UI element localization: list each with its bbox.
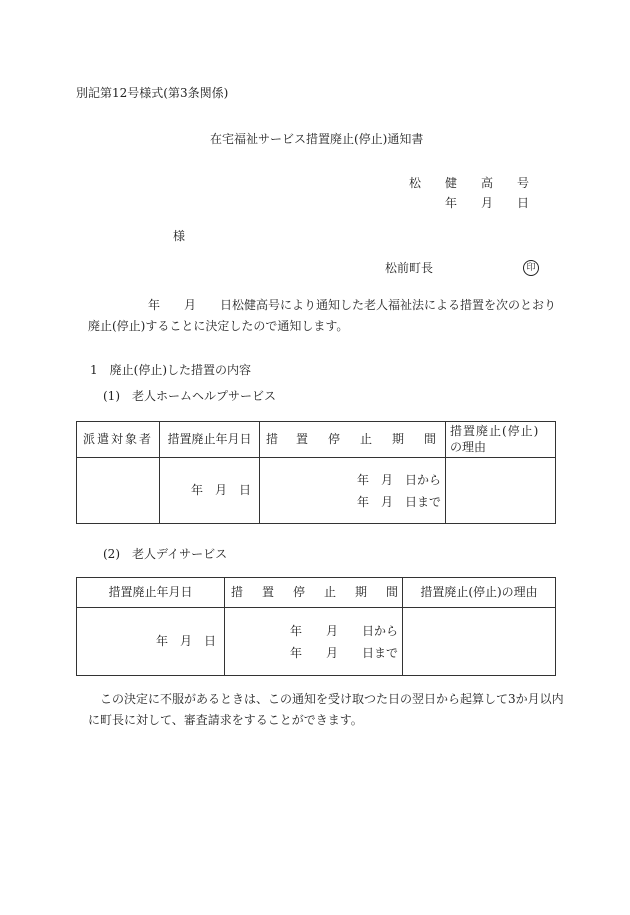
period-char: 止 <box>324 584 337 599</box>
header-reason-line1: 措置廃止(停止) <box>450 423 540 438</box>
period-to: 年 月 日まで <box>289 645 398 660</box>
cell-period <box>225 608 403 676</box>
addressee-suffix: 様 <box>173 229 186 243</box>
period-char: 止 <box>360 431 373 446</box>
period-char: 停 <box>328 431 341 446</box>
header-reason: 措置廃止(停止)の理由 <box>403 578 556 608</box>
home-help-table <box>76 421 556 524</box>
period-char: 措 <box>266 431 279 446</box>
period-char: 間 <box>386 584 399 599</box>
footer-line-2: に町長に対して、審査請求をすることができます。 <box>88 713 363 727</box>
cell-reason <box>403 608 556 676</box>
period-from: 年 月 日から <box>356 472 441 487</box>
sender-name: 松前町長 <box>385 261 434 275</box>
date-part: 日 <box>517 196 530 210</box>
period-char: 措 <box>231 584 244 599</box>
cell-date: 年 月 日 <box>160 458 260 524</box>
header-reason <box>446 422 556 458</box>
intro-line-1: 年 月 日松健高号により通知した老人福祉法による措置を次のとおり <box>148 298 557 312</box>
date-part: 年 <box>445 196 458 210</box>
period-char: 期 <box>355 584 368 599</box>
subsection-1-heading: (1) 老人ホームヘルプサービス <box>103 389 276 403</box>
subsection-2-heading: (2) 老人デイサービス <box>103 547 228 561</box>
ref-part: 松 <box>409 176 422 190</box>
issue-date <box>445 197 529 209</box>
header-period <box>225 578 403 608</box>
table-row <box>77 608 556 676</box>
header-date: 措置廃止年月日 <box>160 422 260 458</box>
period-char: 停 <box>293 584 306 599</box>
ref-part: 号 <box>517 176 530 190</box>
header-reason-line2: の理由 <box>450 439 487 454</box>
reference-number <box>409 177 529 189</box>
document-title: 在宅福祉サービス措置廃止(停止)通知書 <box>210 132 424 146</box>
table-row <box>77 458 556 524</box>
day-service-table <box>76 577 556 676</box>
period-char: 置 <box>262 584 275 599</box>
ref-part: 高 <box>481 176 494 190</box>
cell-date: 年 月 日 <box>77 608 225 676</box>
section-1-heading: 1 廃止(停止)した措置の内容 <box>90 363 251 377</box>
seal-stamp: 印 <box>523 260 539 276</box>
table-header-row <box>77 578 556 608</box>
period-char: 間 <box>424 431 437 446</box>
header-period <box>260 422 446 458</box>
cell-person <box>77 458 160 524</box>
period-char: 置 <box>296 431 309 446</box>
header-date: 措置廃止年月日 <box>77 578 225 608</box>
ref-part: 健 <box>445 176 458 190</box>
form-label: 別記第12号様式(第3条関係) <box>76 86 229 100</box>
date-part: 月 <box>481 196 494 210</box>
period-to: 年 月 日まで <box>356 494 441 509</box>
cell-reason <box>446 458 556 524</box>
cell-period <box>260 458 446 524</box>
footer-line-1: この決定に不服があるときは、この通知を受け取つた日の翌日から起算して3か月以内 <box>100 692 564 706</box>
table-header-row <box>77 422 556 458</box>
intro-line-2: 廃止(停止)することに決定したので通知します。 <box>88 319 349 333</box>
header-person: 派遣対象者 <box>77 422 160 458</box>
period-from: 年 月 日から <box>289 623 398 638</box>
period-char: 期 <box>392 431 405 446</box>
